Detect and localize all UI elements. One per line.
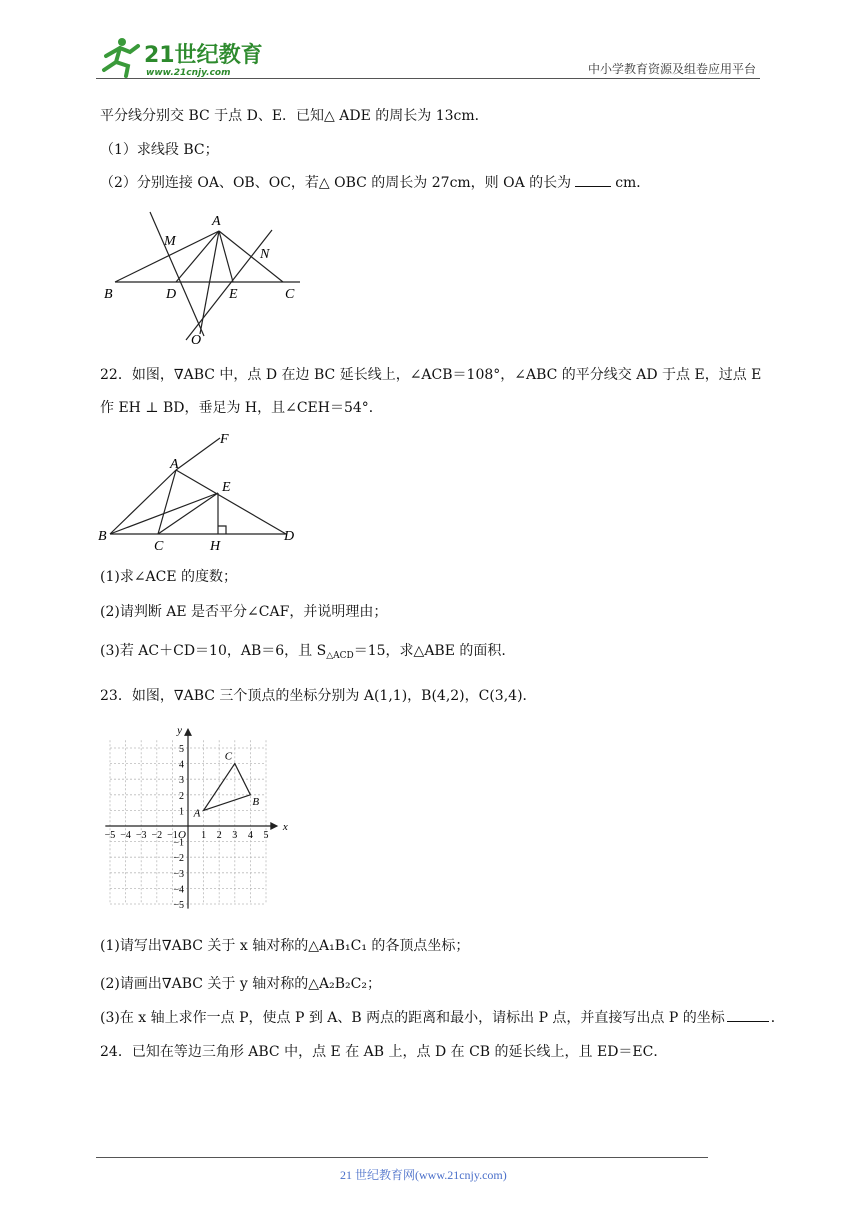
q22-line1: 22．如图，∇ABC 中，点 D 在边 BC 延长线上，∠ACB＝108°，∠ABC 的平分线交 AD 于点 E，过点 E <box>100 367 762 383</box>
y-tick-label: −5 <box>173 900 184 911</box>
x-tick-label: 2 <box>216 830 222 841</box>
footer-link[interactable]: 21 世纪教育网(www.21cnjy.com) <box>340 1168 507 1182</box>
x-tick-label: −3 <box>135 830 147 841</box>
y-tick-label: −4 <box>173 884 184 896</box>
q22-part3 <box>100 641 506 666</box>
header-divider <box>96 78 760 79</box>
vertex-label: C <box>224 750 233 763</box>
x-tick-label: 5 <box>263 830 269 841</box>
logo-title: 21世纪教育 <box>144 43 263 68</box>
q21-part2-text: （2）分别连接 OA、OB、OC，若△ OBC 的周长为 27cm，则 OA 的长为 <box>100 175 572 191</box>
triangle-abc <box>204 764 251 811</box>
q21-line1: 平分线分别交 BC 于点 D、E．已知△ ADE 的周长为 13cm． <box>100 108 489 124</box>
label-e: E <box>229 287 238 302</box>
label-d: D <box>284 529 295 544</box>
vertex-label: B <box>252 795 260 808</box>
q23-part3-end: ． <box>770 1010 785 1026</box>
label-b: B <box>98 529 107 544</box>
q22-part3-sub: △ACD <box>326 651 354 661</box>
q22-part3-text-end: ＝15，求△ABE 的面积. <box>353 643 506 659</box>
q22-part2: (2)请判断 AE 是否平分∠CAF，并说明理由； <box>100 604 388 620</box>
label-c: C <box>285 287 295 302</box>
y-axis-label: y <box>177 724 182 737</box>
logo-url: www.21cnjy.com <box>146 68 231 78</box>
y-tick-label: −2 <box>173 853 184 865</box>
q22-figure <box>96 428 302 552</box>
label-n: N <box>260 247 270 262</box>
site-logo <box>96 36 266 80</box>
x-tick-label: −4 <box>120 830 131 841</box>
y-axis-arrow <box>185 729 191 735</box>
q23-part3-text: (3)在 x 轴上求作一点 P，使点 P 到 A、B 两点的距离和最小，请标出 P 点，并直接写出点 P 的坐标 <box>100 1010 725 1026</box>
x-axis-label: x <box>282 821 288 833</box>
y-tick-label: 1 <box>179 806 184 818</box>
label-f: F <box>220 432 229 447</box>
x-tick-label: −5 <box>104 830 116 841</box>
header-platform-text: 中小学教育资源及组卷应用平台 <box>587 62 756 76</box>
x-tick-label: −2 <box>151 830 163 841</box>
y-tick-label: −3 <box>173 868 184 880</box>
label-a: A <box>212 214 221 229</box>
vertex-label: A <box>193 807 201 820</box>
x-tick-label: 1 <box>201 830 207 841</box>
q23-part3 <box>100 1008 785 1028</box>
answer-blank[interactable] <box>575 174 611 187</box>
q23-line1: 23．如图，∇ABC 三个顶点的坐标分别为 A(1,1)，B(4,2)，C(3,4)． <box>100 688 537 704</box>
q21-part2 <box>100 173 650 193</box>
x-tick-label: 4 <box>247 830 253 841</box>
label-o: O <box>191 333 202 346</box>
label-d: D <box>166 287 177 302</box>
q21-figure <box>100 208 310 346</box>
y-tick-label: 4 <box>179 759 184 771</box>
q23-part1: (1)请写出∇ABC 关于 x 轴对称的△A₁B₁C₁ 的各顶点坐标； <box>100 938 470 954</box>
answer-blank[interactable] <box>727 1009 769 1022</box>
y-tick-label: 5 <box>179 744 184 755</box>
q24-line1: 24．已知在等边三角形 ABC 中，点 E 在 AB 上，点 D 在 CB 的延长线上，且 ED＝EC． <box>100 1044 668 1060</box>
q22-part3-text: (3)若 AC＋CD＝10，AB＝6，且 S <box>100 643 327 659</box>
footer-divider <box>96 1157 708 1158</box>
q22-line2: 作 EH ⊥ BD，垂足为 H，且∠CEH＝54°． <box>100 400 383 416</box>
q23-part2: (2)请画出∇ABC 关于 y 轴对称的△A₂B₂C₂； <box>100 976 381 992</box>
label-h: H <box>210 539 221 552</box>
y-tick-label: 3 <box>179 775 184 787</box>
origin-label: O <box>178 829 186 841</box>
q22-part1: (1)求∠ACE 的度数； <box>100 569 238 585</box>
q21-part1: （1）求线段 BC； <box>100 142 219 158</box>
runner-logo-icon <box>104 38 138 76</box>
y-tick-label: −1 <box>173 837 184 849</box>
label-b: B <box>104 287 113 302</box>
label-a: A <box>170 457 179 472</box>
x-tick-label: 3 <box>232 830 238 841</box>
x-tick-label: −1 <box>167 830 178 841</box>
label-c: C <box>154 539 164 552</box>
x-axis-arrow <box>271 823 277 829</box>
label-e: E <box>222 480 231 495</box>
q23-coordinate-grid <box>98 720 294 912</box>
q21-part2-unit: cm． <box>615 175 651 191</box>
label-m: M <box>164 234 176 249</box>
y-tick-label: 2 <box>179 790 184 802</box>
